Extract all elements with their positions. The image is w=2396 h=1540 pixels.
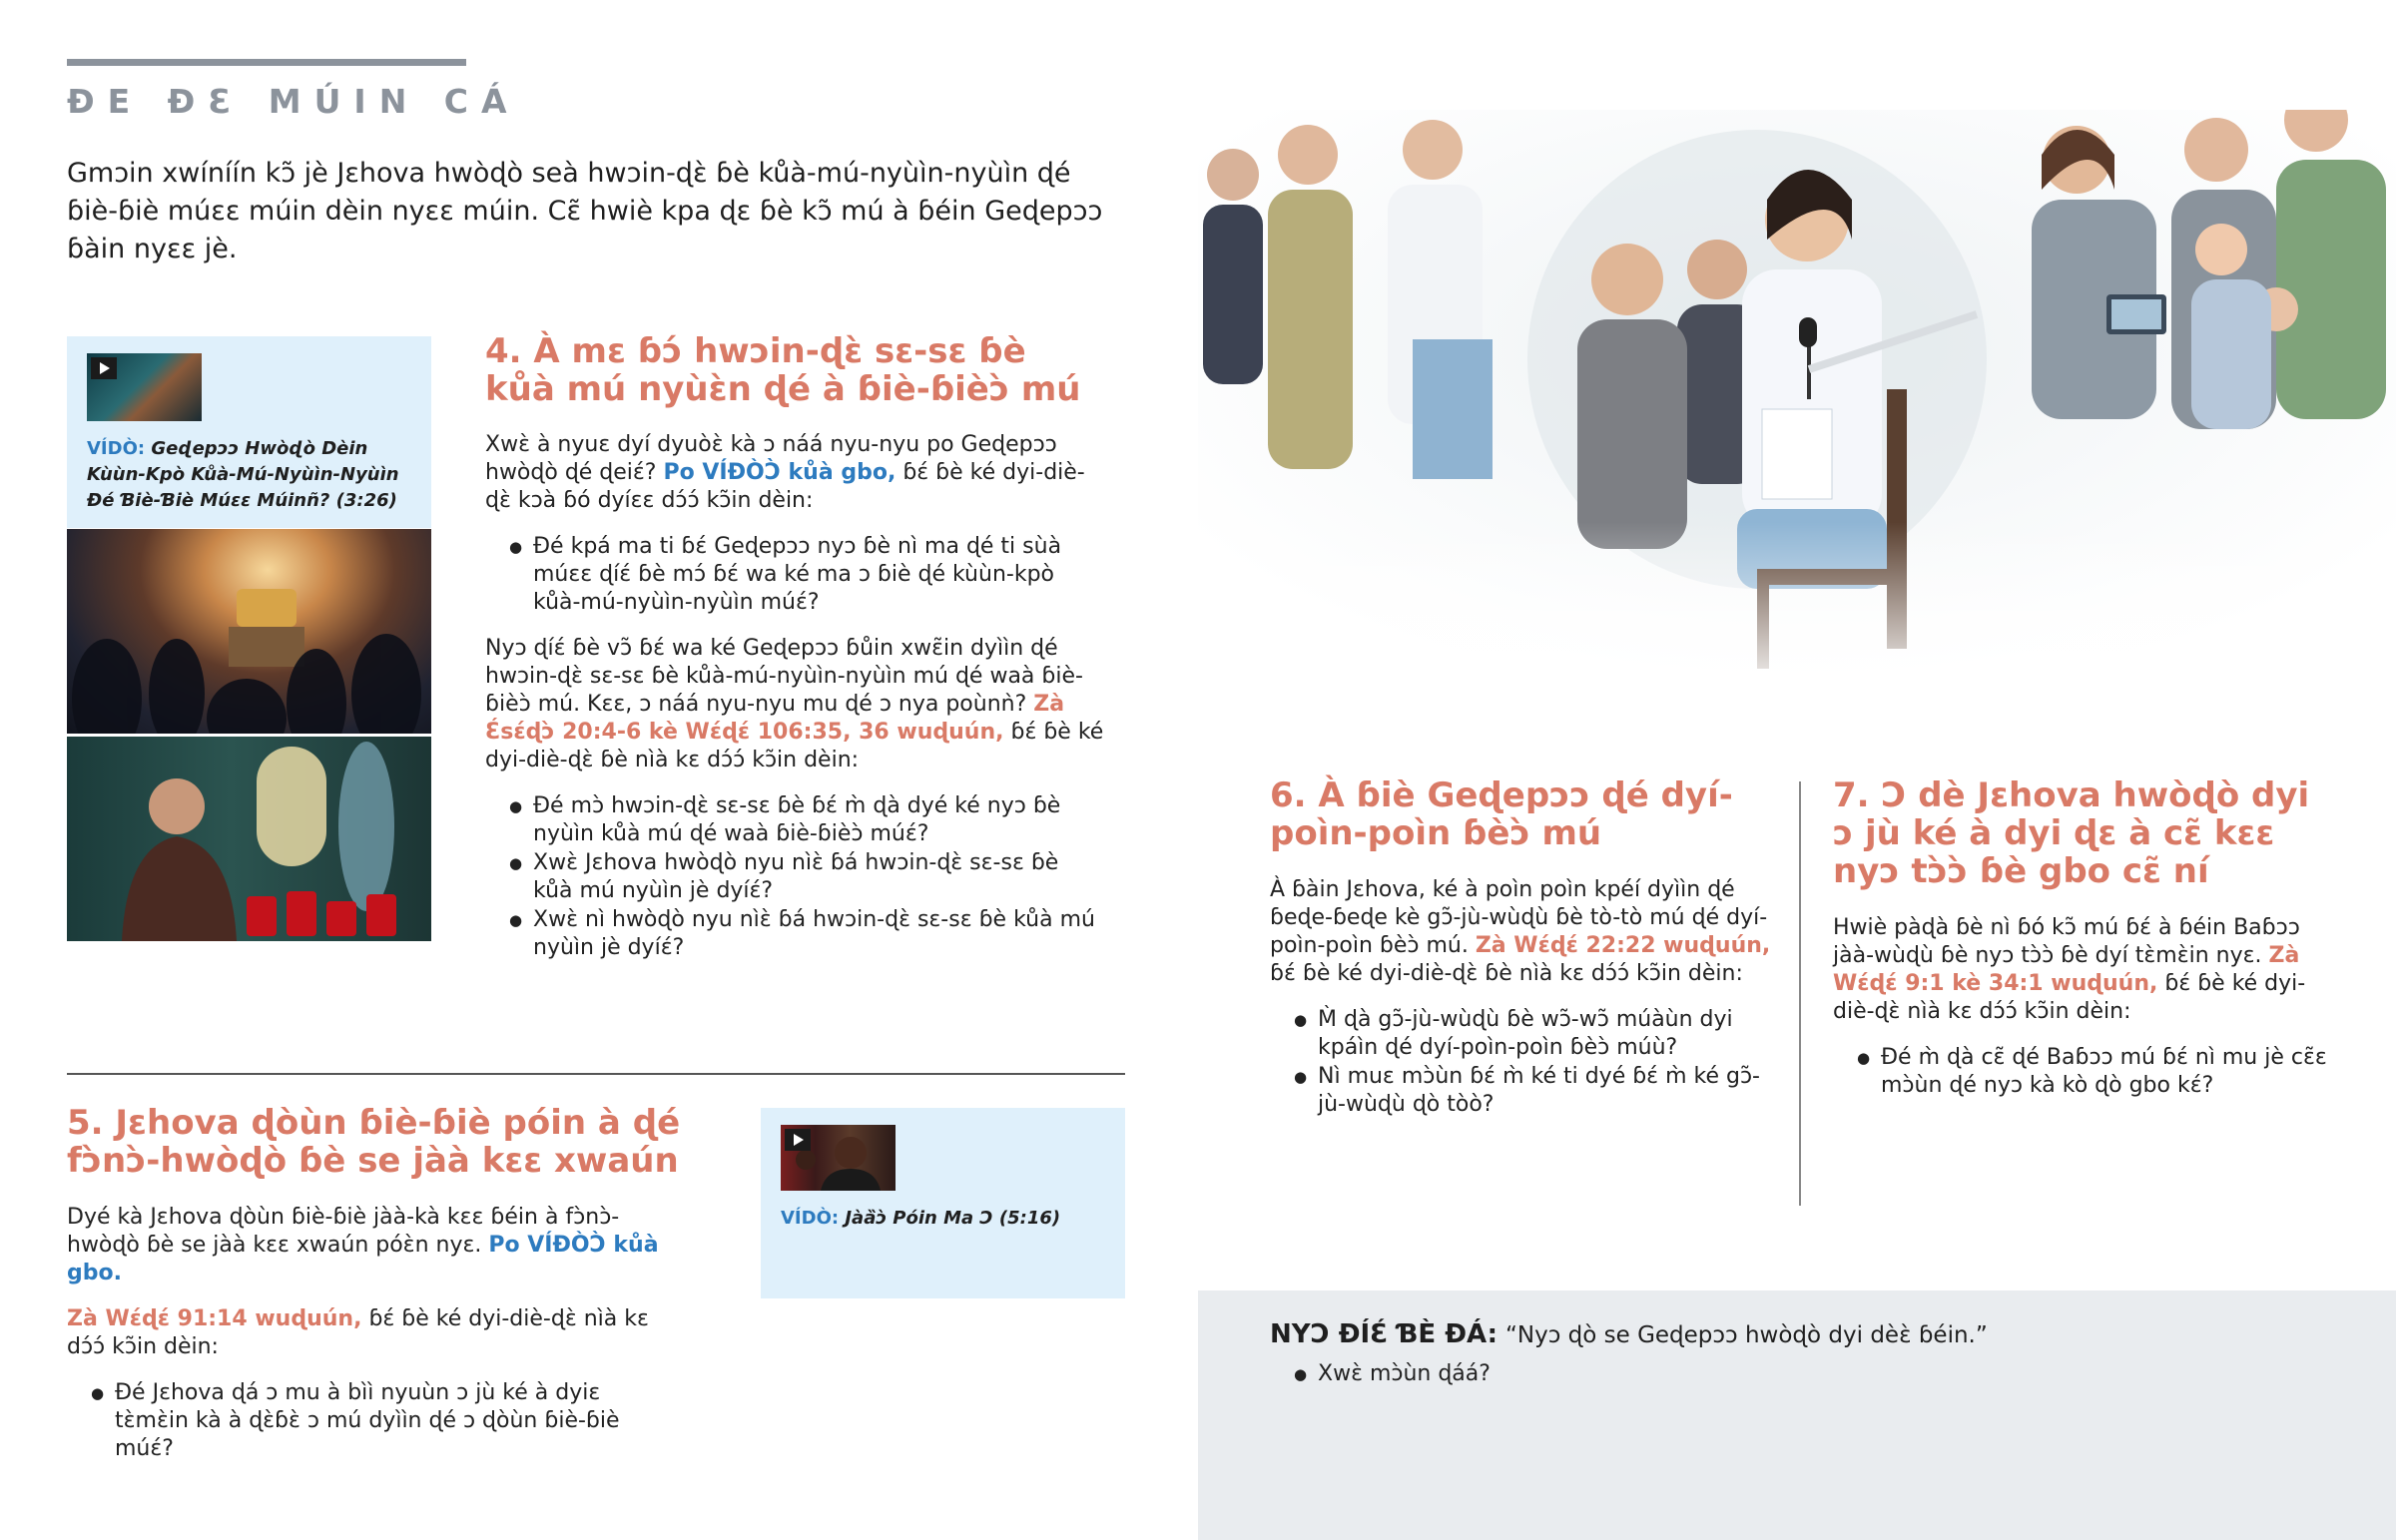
illustration-congregation-singing <box>1198 110 2396 699</box>
section-divider <box>67 1073 1125 1075</box>
list-item: ● Nì muɛ mɔ̀ùn ɓɛ́ m̀ ké ti dyé ɓɛ́ m̀ ké gɔ̃-jù-wùɖù ɖò tòò? <box>1294 1063 1779 1119</box>
section5-p2-tail: ɓɛ́ ɓè ké dyi-diè-ɖɛ̀ nìà kɛ dɔ́ɔ́ kɔ̃in dèin: <box>67 1306 649 1359</box>
section4-video-panel[interactable] <box>67 336 431 528</box>
section6-p1-tail: ɓɛ́ ɓè ké dyi-diè-ɖɛ̀ ɓè nìà kɛ dɔ́ɔ́ kɔ̃in dèin: <box>1270 961 1743 986</box>
section5-paragraph-1 <box>67 1204 676 1287</box>
column-divider <box>1799 781 1801 1206</box>
video-prefix: VÍDÒ: <box>87 438 146 459</box>
summary-label: NYƆ ĐÍƐ́ ƁÈ ĐÁ: <box>1270 1319 1498 1349</box>
section7-scripture-ref[interactable]: Zà Wɛ́ɖɛ́ 9:1 kè 34:1 wuɖuún, <box>1833 943 2300 996</box>
summary-quote: “Nyɔ ɖò se Geɖepɔɔ hwòɖò dyi dèɛ̀ ɓéin.” <box>1504 1322 1988 1348</box>
summary-content <box>1270 1317 2348 1389</box>
section4-bullets-2 <box>509 792 1104 962</box>
video-title: Jàà̀ɔ̀ Póin Ma Ɔ <box>845 1208 993 1229</box>
play-icon[interactable] <box>91 357 117 379</box>
video-caption[interactable] <box>87 436 416 514</box>
section4-bullets-1 <box>509 533 1104 617</box>
section4-p1-tail: ɓɛ́ ɓè ké dyi-diè-ɖɛ̀ kɔà ɓó dyíɛɛ dɔ́ɔ́ kɔ̃in dèin: <box>485 460 1085 513</box>
video-title: Geɖepɔɔ Hwòɖò Dèin Kùùn-Kpò Kůà-Mú-Nyùìn-Nyùìn Ɖé Ɓiè-Ɓiè Múɛɛ Múinñ? <box>87 438 399 511</box>
section7-p1-text: Hwiè pàɖà ɓè nì ɓó kɔ̃ mú ɓɛ́ à ɓéin Baɓɔɔ jàà-wùɖù ɓè nyɔ tɔ̀ɔ̀ ɓè dyí tɛ̀mɛ̀in nyɛ. <box>1833 915 2300 968</box>
video-duration: (5:16) <box>998 1208 1061 1229</box>
list-item: ● Ɖé Jɛhova ɖá ɔ mu à bìì nyuùn ɔ jù ké à dyiɛ tɛ̀mɛ̀in kà à ɖɛ̀ɓɛ̀ ɔ mú dyììn ɖé ɔ ɖòùn ɓiè-ɓiè múɛ́? <box>91 1379 676 1463</box>
section5-video-link[interactable]: Po VÍĐÒƆ̀ kůà gbo. <box>67 1233 659 1285</box>
section4-p1-text: Xwɛ̀ à nyuɛ dyí dyuòɛ̀ kà ɔ náá nyu-nyu po Geɖepɔɔ hwòɖò ɖé ɖeiɛ́? <box>485 432 1057 485</box>
list-item: ● Ɖé mɔ̀ hwɔin-ɖɛ̀ sɛ-sɛ ɓè ɓɛ́ m̀ ɖà dyé ké nyɔ ɓè nyùìn kůà mú ɖé waà ɓiè-ɓièɔ̀ múɛ́? <box>509 792 1104 848</box>
video-thumbnail[interactable] <box>87 353 202 421</box>
section5-body <box>67 1204 676 1481</box>
section6-bullets <box>1294 1006 1779 1119</box>
section6-scripture-ref[interactable]: Zà Wɛ́ɖɛ́ 22:22 wuɖuún, <box>1475 933 1771 958</box>
summary-line <box>1270 1317 2348 1352</box>
kicker-title: ĐE ĐƐ MÚIN CÁ <box>67 82 520 121</box>
list-item: ● Xwɛ̀ Jɛhova hwòɖò nyu nìɛ̀ ɓá hwɔin-ɖɛ̀ sɛ-sɛ ɓè kůà mú nyùìn jè dyíɛ́? <box>509 849 1104 905</box>
section4-p2-text: Nyɔ ɖíɛ́ ɓè vɔ̃ ɓɛ́ wa ké Geɖepɔɔ ɓůin xwɛ̃in dyììn ɖé hwɔin-ɖɛ̀ sɛ-sɛ ɓè kůà-mú-nyùìn-nyùìn mú ɖé waà ɓiè-ɓièɔ̀ mú. Kɛɛ, ɔ náá nyu-nyu mu ɖé ɔ nya poùnǹ? <box>485 636 1083 717</box>
kicker-bar <box>67 59 466 66</box>
section7-heading: 7. Ɔ dè Jɛhova hwòɖò dyi ɔ jù ké à dyi ɖɛ à cɛ̃ kɛɛ nyɔ tɔ̀ɔ̀ ɓè gbo cɛ̃ ní <box>1833 775 2310 891</box>
section4-p2-tail: ɓɛ́ ɓè ké dyi-diè-ɖɛ̀ ɓè nìà kɛ dɔ́ɔ́ kɔ̃in dèin: <box>485 720 1104 772</box>
list-item: ● Ɖé kpá ma ti ɓɛ́ Geɖepɔɔ nyɔ ɓè nì ma ɖé ti sùà múɛɛ ɖíɛ́ ɓè mɔ́ ɓɛ́ wa ké ma ɔ ɓiè ɖé kùùn-kpò kůà-mú-nyùìn-nyùìn múɛ́? <box>509 533 1104 617</box>
section6-p1-text: À ɓàin Jɛhova, ké à poìn poìn kpéí dyììn ɖé ɓeɖe-ɓeɖe kè gɔ̃-jù-wùɖù ɓè tò-tò mú ɖé dyí-poìn-poìn ɓèɔ̀ mú. <box>1270 877 1768 958</box>
section4-paragraph-2 <box>485 635 1104 774</box>
play-icon[interactable] <box>785 1129 811 1151</box>
illustration-golden-calf <box>67 529 431 734</box>
video-prefix: VÍDÒ: <box>781 1208 840 1229</box>
section7-p1-tail: ɓɛ́ ɓè ké dyi-diè-ɖɛ̀ nìà kɛ dɔ́ɔ́ kɔ̃in dèin: <box>1833 971 2306 1024</box>
section6-body <box>1270 876 1779 1137</box>
list-item: ● Ɖé m̀ ɖà cɛ̃ ɖé Baɓɔɔ mú ɓɛ́ nì mu jè cɛ̃ɛ mɔ̀ùn ɖé nyɔ kà kò ɖò gbo kɛ́? <box>1857 1044 2332 1100</box>
section4-heading: 4. À mɛ ɓɔ́ hwɔin-ɖɛ̀ sɛ-sɛ ɓè kůà mú nyùɛ̀n ɖé à ɓiè-ɓièɔ̀ mú <box>485 331 1081 409</box>
section5-bullets <box>91 1379 676 1463</box>
section5-scripture-ref[interactable]: Zà Wɛ́ɖɛ́ 91:14 wuɖuún, <box>67 1306 362 1331</box>
section7-paragraph-1 <box>1833 914 2332 1026</box>
list-item: ● Xwɛ̀ nì hwòɖò nyu nìɛ̀ ɓá hwɔin-ɖɛ̀ sɛ-sɛ ɓè kůà mú nyùìn jè dyíɛ́? <box>509 906 1104 962</box>
section4-paragraph-1 <box>485 431 1104 515</box>
section5-heading: 5. Jɛhova ɖòùn ɓiè-ɓiè póin à ɖé fɔ̀nɔ̀-hwòɖò ɓè se jàà kɛɛ xwaún <box>67 1103 681 1181</box>
list-item: ● Xwɛ̀ mɔ̀ùn ɖáá? <box>1294 1360 2348 1388</box>
section6-heading: 6. À ɓiè Geɖepɔɔ ɖé dyí-poìn-poìn ɓèɔ̀ mú <box>1270 775 1733 853</box>
list-item: ● M̀ ɖà gɔ̃-jù-wùɖù ɓè wɔ̃-wɔ̃ múàùn dyi kpáìn ɖé dyí-poìn-poìn ɓèɔ̀ múù? <box>1294 1006 1779 1062</box>
video-caption[interactable] <box>781 1206 1110 1232</box>
section6-paragraph-1 <box>1270 876 1779 988</box>
intro-text: Gmɔin xwíníín kɔ̃ jè Jɛhova hwòɖò seà hwɔin-ɖɛ̀ ɓè kůà-mú-nyùìn-nyùìn ɖé ɓiè-ɓiè múɛɛ múin dèin nyɛɛ múin. Cɛ̃ hwiè kpa ɖɛ ɓè kɔ̃ mú à ɓéin Geɖepɔɔ ɓàin nyɛɛ jè. <box>67 158 1103 264</box>
section7-bullets <box>1857 1044 2332 1100</box>
section5-paragraph-2 <box>67 1305 676 1361</box>
illustration-man-praying-to-statue <box>67 737 431 941</box>
section5-video-panel[interactable] <box>761 1108 1125 1298</box>
summary-bullets <box>1294 1360 2348 1388</box>
video-duration: (3:26) <box>335 490 397 511</box>
section4-scripture-ref[interactable]: Zà Ɛ́sɛ́ɖɔ̀ 20:4-6 kè Wɛ́ɖɛ́ 106:35, 36 wuɖuún, <box>485 692 1065 745</box>
section4-body <box>485 431 1104 980</box>
section7-body <box>1833 914 2332 1118</box>
section5-p1-text: Dyé kà Jɛhova ɖòùn ɓiè-ɓiè jàà-kà kɛɛ ɓéin à fɔ̀nɔ̀-hwòɖò ɓè se jàà kɛɛ xwaún póɛ̀n nyɛ. <box>67 1205 620 1258</box>
video-thumbnail[interactable] <box>781 1125 896 1191</box>
section4-video-link[interactable]: Po VÍĐÒƆ̀ kůà gbo, <box>663 460 897 485</box>
